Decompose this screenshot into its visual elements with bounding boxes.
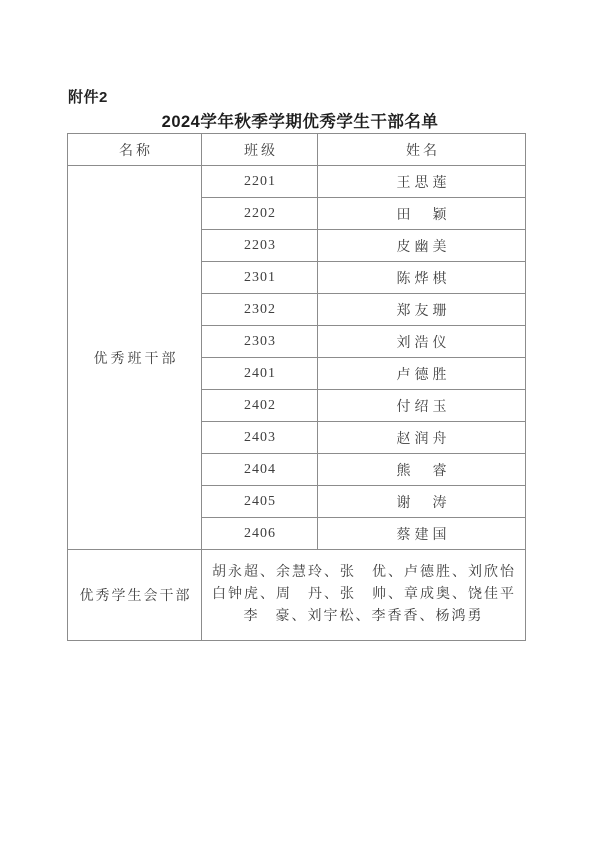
column-header-class: 班级 — [202, 134, 318, 166]
class-number: 2406 — [202, 518, 318, 550]
student-name: 王思莲 — [318, 166, 526, 198]
class-number: 2403 — [202, 422, 318, 454]
student-cadre-table — [67, 133, 526, 641]
student-name: 刘浩仪 — [318, 326, 526, 358]
student-name: 赵润舟 — [318, 422, 526, 454]
student-name: 皮幽美 — [318, 230, 526, 262]
student-name: 陈烨棋 — [318, 262, 526, 294]
class-number: 2202 — [202, 198, 318, 230]
column-header-category: 名称 — [68, 134, 202, 166]
union-names-line: 李 豪、刘宇松、李香香、杨鸿勇 — [243, 609, 484, 624]
student-name: 付绍玉 — [318, 390, 526, 422]
student-name: 熊 睿 — [318, 454, 526, 486]
student-name: 卢德胜 — [318, 358, 526, 390]
table-row — [68, 166, 526, 198]
category-class-cadres: 优秀班干部 — [68, 166, 202, 550]
class-number: 2201 — [202, 166, 318, 198]
class-number: 2203 — [202, 230, 318, 262]
category-union-cadres: 优秀学生会干部 — [68, 550, 202, 641]
table-header-row — [68, 134, 526, 166]
class-number: 2405 — [202, 486, 318, 518]
union-cadre-row — [68, 550, 526, 641]
class-number: 2401 — [202, 358, 318, 390]
class-number: 2404 — [202, 454, 318, 486]
student-name: 田 颖 — [318, 198, 526, 230]
column-header-name: 姓名 — [318, 134, 526, 166]
class-cadre-rows — [68, 166, 526, 550]
class-number: 2402 — [202, 390, 318, 422]
student-name: 蔡建国 — [318, 518, 526, 550]
student-name: 郑友珊 — [318, 294, 526, 326]
union-names-line: 胡永超、余慧玲、张 优、卢德胜、刘欣怡 — [212, 565, 516, 580]
class-number: 2301 — [202, 262, 318, 294]
attachment-label: 附件2 — [68, 89, 108, 106]
union-names-line: 白钟虎、周 丹、张 帅、章成奥、饶佳平 — [212, 587, 516, 602]
union-names — [202, 550, 526, 641]
page-title: 2024学年秋季学期优秀学生干部名单 — [161, 113, 439, 131]
student-name: 谢 涛 — [318, 486, 526, 518]
class-number: 2302 — [202, 294, 318, 326]
class-number: 2303 — [202, 326, 318, 358]
